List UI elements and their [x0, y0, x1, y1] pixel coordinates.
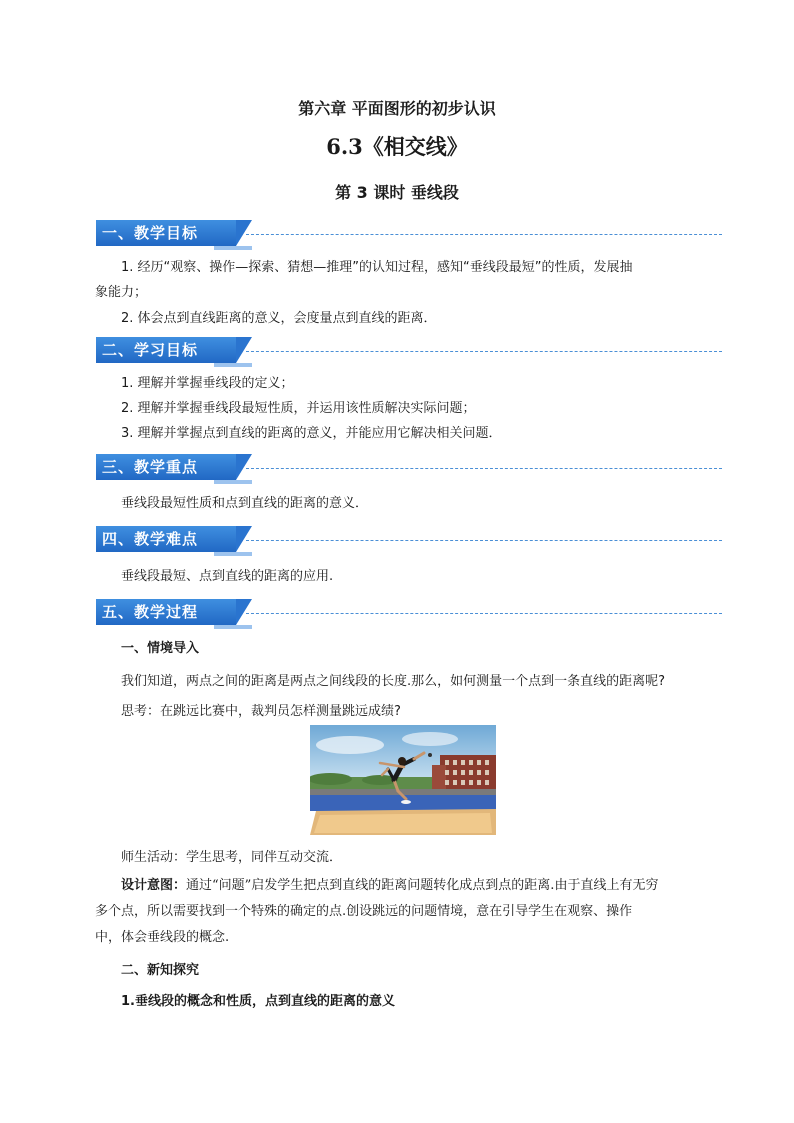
dashed-divider [246, 468, 722, 469]
learning-item-2: 2. 理解并掌握垂线段最短性质，并运用该性质解决实际问题； [121, 401, 476, 416]
difficulty-text: 垂线段最短、点到直线的距离的应用. [121, 569, 334, 584]
goal-item-1-cont: 象能力； [95, 285, 148, 300]
part1-title: 一、情境导入 [121, 641, 200, 656]
section-label: 五、教学过程 [102, 603, 199, 621]
goal-item-1: 1. 经历“观察、操作—探索、猜想—推理”的认知过程，感知“垂线段最短”的性质，发展抽 [121, 260, 633, 275]
goal-item-2: 2. 体会点到直线距离的意义，会度量点到直线的距离． [121, 311, 437, 326]
design-intent-label: 设计意图： [121, 878, 187, 893]
dashed-divider [246, 234, 722, 235]
section-header-teaching-goals [96, 216, 722, 248]
dashed-divider [246, 540, 722, 541]
section-label: 三、教学重点 [102, 458, 199, 476]
learning-item-3: 3. 理解并掌握点到直线的距离的意义，并能应用它解决相关问题． [121, 426, 502, 441]
design-intent-line2: 多个点，所以需要找到一个特殊的确定的点.创设跳远的问题情境，意在引导学生在观察、操作 [95, 904, 633, 919]
key-point-text: 垂线段最短性质和点到直线的距离的意义． [121, 496, 369, 511]
chapter-heading: 第六章 平面图形的初步认识 [298, 99, 496, 118]
section-header-key-points [96, 450, 722, 482]
dashed-divider [246, 351, 722, 352]
design-intent-line3: 中，体会垂线段的概念. [95, 930, 230, 945]
activity-text: 师生活动：学生思考，同伴互动交流． [121, 850, 343, 865]
section-header-teaching-process [96, 595, 722, 627]
intro-text: 我们知道，两点之间的距离是两点之间线段的长度.那么，如何测量一个点到一条直线的距离呢? [121, 674, 666, 689]
design-intent-line1 [121, 876, 658, 896]
section-label: 四、教学难点 [102, 530, 199, 548]
design-intent-text: 通过“问题”启发学生把点到直线的距离问题转化成点到点的距离.由于直线上有无穷 [186, 878, 659, 893]
dashed-divider [246, 613, 722, 614]
learning-item-1: 1. 理解并掌握垂线段的定义； [121, 376, 294, 391]
sub1-title: 1.垂线段的概念和性质，点到直线的距离的意义 [121, 994, 395, 1009]
section-label: 二、学习目标 [102, 341, 199, 359]
long-jump-photo [310, 725, 496, 835]
section-label: 一、教学目标 [102, 224, 199, 242]
part2-title: 二、新知探究 [121, 963, 200, 978]
section-header-learning-goals [96, 333, 722, 365]
section-header-difficulties [96, 522, 722, 554]
think-question: 思考：在跳远比赛中，裁判员怎样测量跳远成绩? [121, 704, 401, 719]
lesson-subtitle: 第 3 课时 垂线段 [335, 183, 459, 202]
page-title: 6.3《相交线》 [326, 134, 468, 159]
